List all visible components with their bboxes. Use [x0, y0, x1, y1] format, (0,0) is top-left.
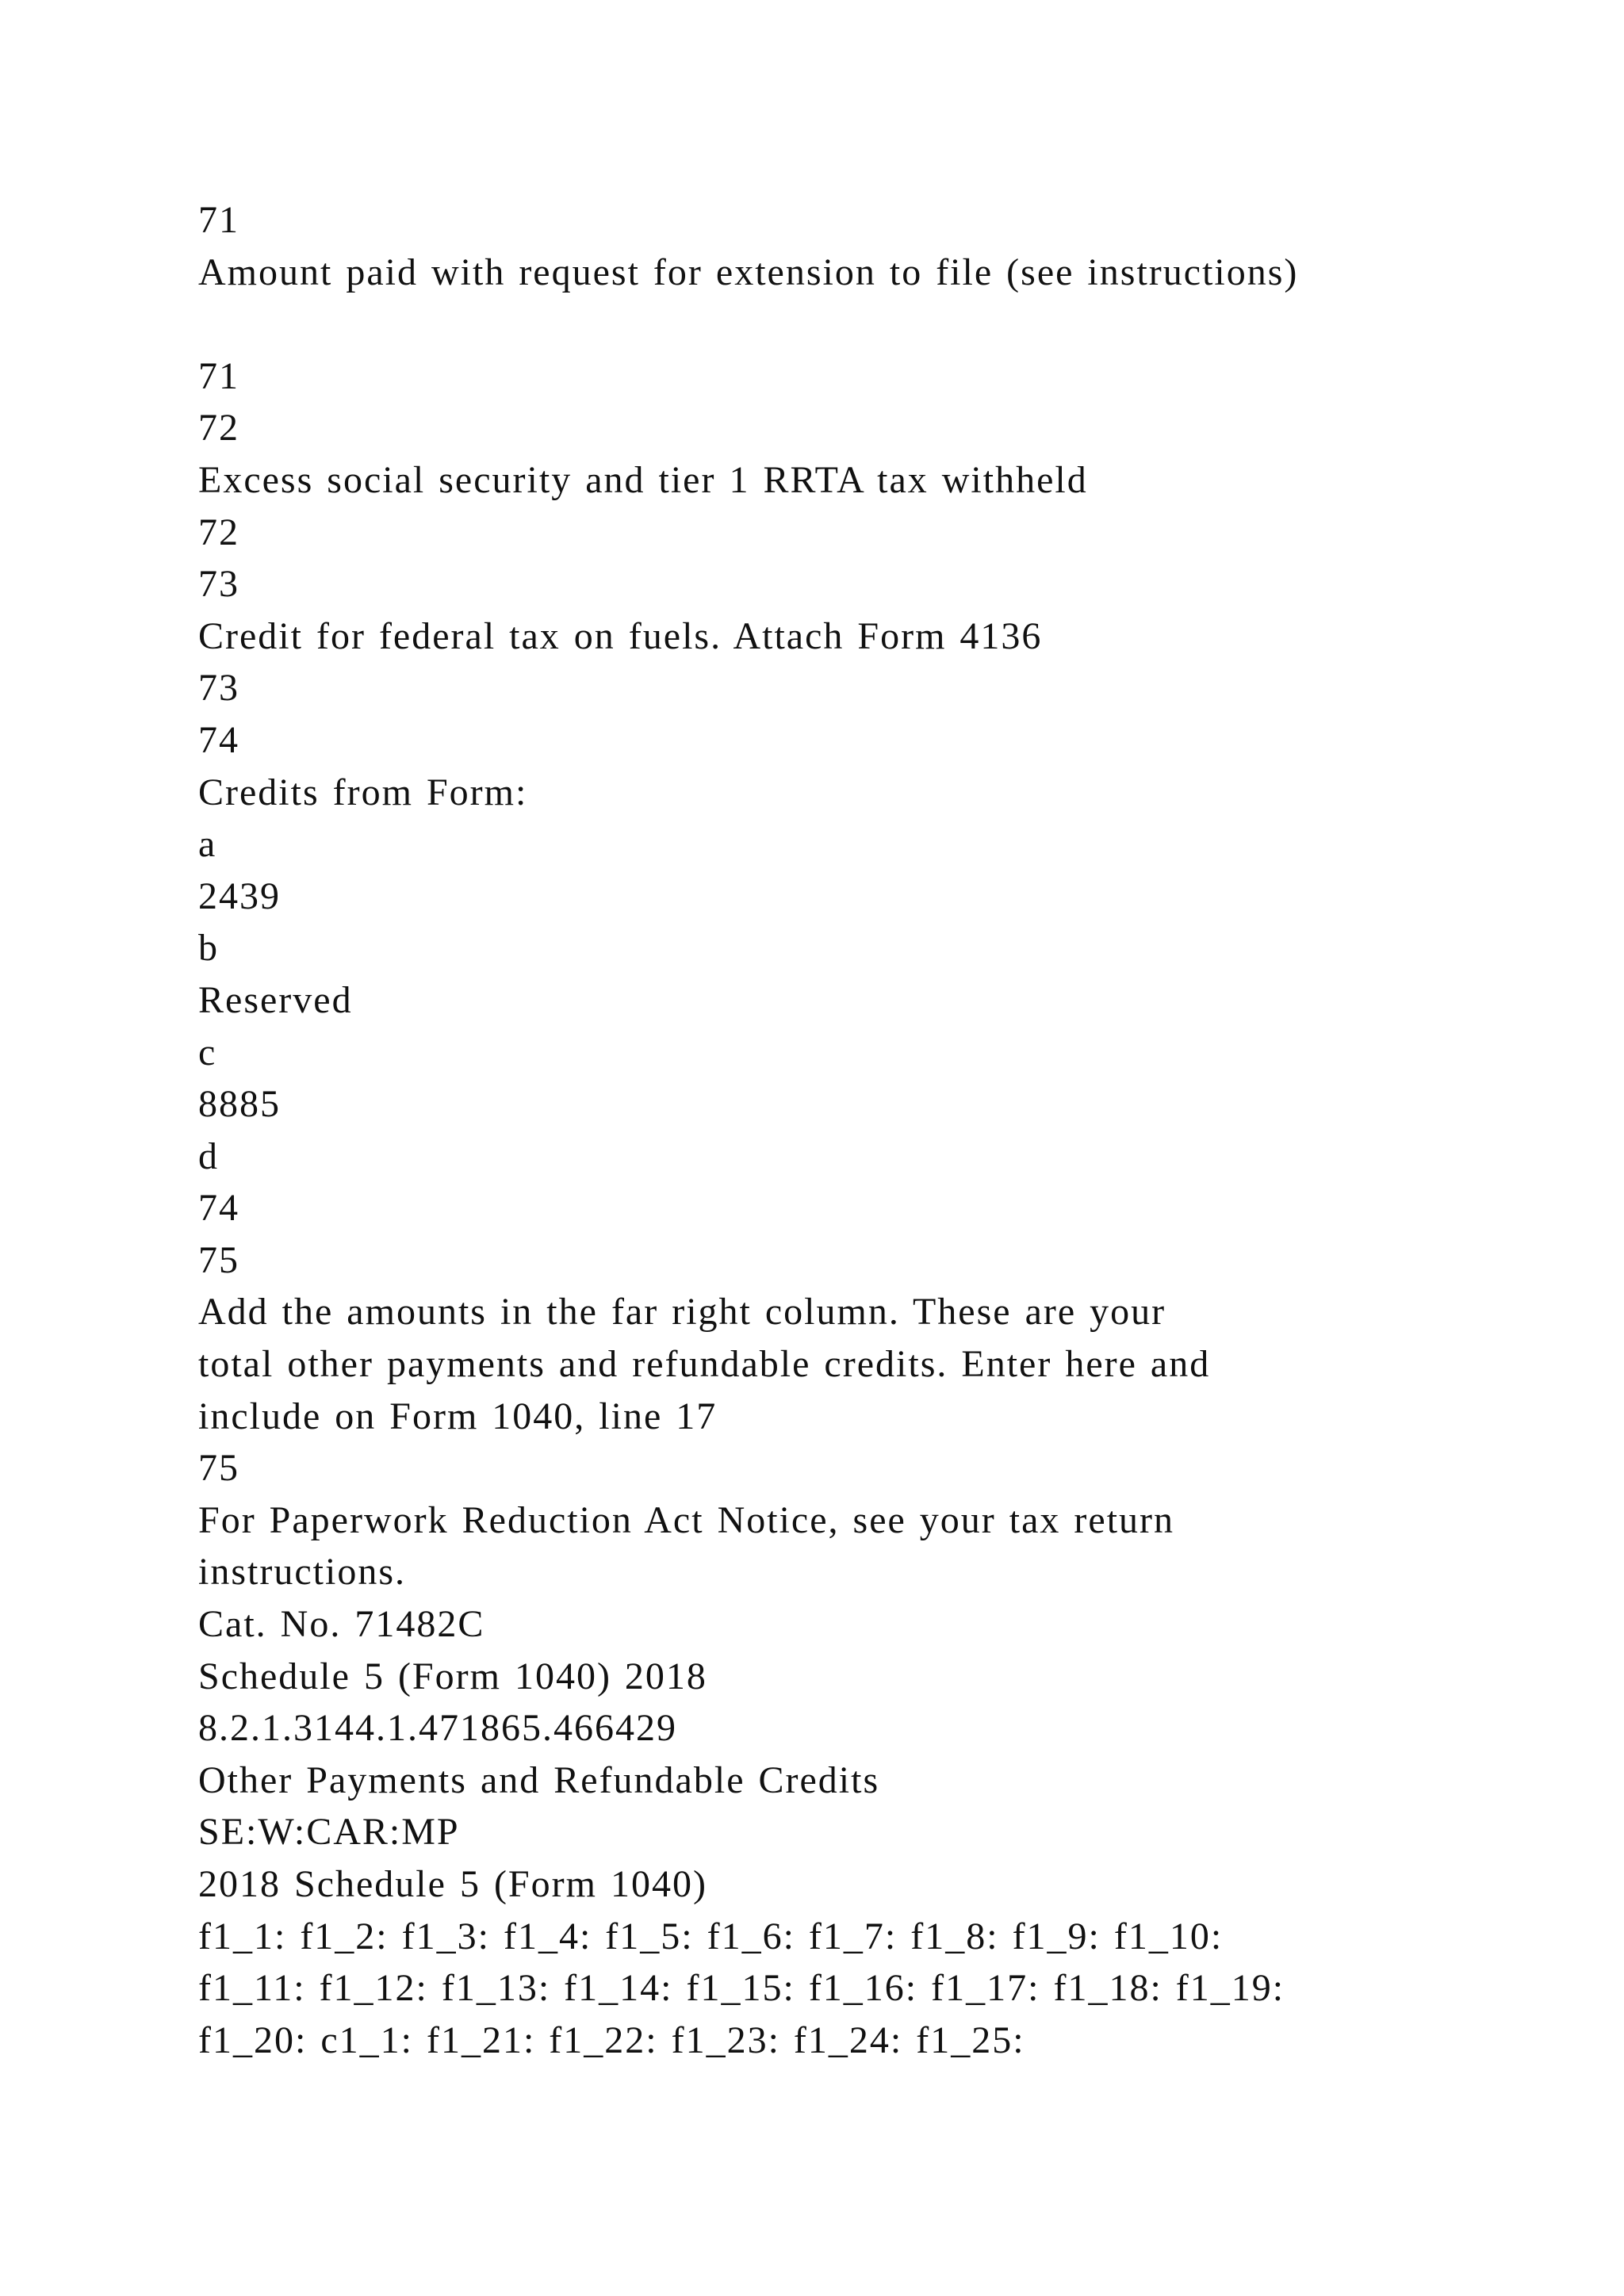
- document-text: [198, 194, 1483, 2066]
- line-75-description-3: include on Form 1040, line 17: [198, 1395, 718, 1437]
- schedule-heading: Other Payments and Refundable Credits: [198, 1758, 880, 1801]
- line-number-74: 74: [198, 718, 239, 761]
- line-74-description: Credits from Form:: [198, 771, 528, 813]
- schedule-year-title: 2018 Schedule 5 (Form 1040): [198, 1863, 707, 1905]
- line-71-description: Amount paid with request for extension to file (see instructions): [198, 251, 1299, 293]
- catalog-number: Cat. No. 71482C: [198, 1603, 485, 1646]
- field-ids-3: f1_20: c1_1: f1_21: f1_22: f1_23: f1_24: f1_25:: [198, 2019, 1025, 2061]
- blank-line: [198, 298, 1483, 350]
- line-73-box-label: 73: [198, 667, 239, 710]
- line-74-form-2439: 2439: [198, 874, 281, 917]
- line-74-option-d: d: [198, 1135, 219, 1177]
- line-74-form-8885: 8885: [198, 1083, 281, 1126]
- line-number-73: 73: [198, 563, 239, 606]
- line-75-box-label: 75: [198, 1447, 239, 1490]
- line-number-75: 75: [198, 1238, 239, 1281]
- line-74-reserved: Reserved: [198, 978, 353, 1021]
- paperwork-notice-2: instructions.: [198, 1551, 406, 1594]
- field-ids-1: f1_1: f1_2: f1_3: f1_4: f1_5: f1_6: f1_7: f1_8: f1_9: f1_10:: [198, 1915, 1224, 1957]
- line-75-description-2: total other payments and refundable credits. Enter here and: [198, 1343, 1211, 1386]
- routing-code: SE:W:CAR:MP: [198, 1811, 460, 1854]
- schedule-footer-title: Schedule 5 (Form 1040) 2018: [198, 1655, 707, 1697]
- field-ids-2: f1_11: f1_12: f1_13: f1_14: f1_15: f1_16: f1_17: f1_18: f1_19:: [198, 1967, 1285, 2010]
- line-number-72: 72: [198, 407, 239, 450]
- line-74-option-c: c: [198, 1031, 217, 1073]
- line-75-description-1: Add the amounts in the far right column. These are your: [198, 1291, 1166, 1334]
- document-id: 8.2.1.3144.1.471865.466429: [198, 1707, 677, 1750]
- paperwork-notice-1: For Paperwork Reduction Act Notice, see your tax return: [198, 1498, 1175, 1541]
- line-72-box-label: 72: [198, 511, 239, 553]
- line-74-box-label: 74: [198, 1187, 239, 1230]
- line-number-71: 71: [198, 199, 239, 241]
- line-74-option-a: a: [198, 823, 217, 866]
- line-73-description: Credit for federal tax on fuels. Attach Form 4136: [198, 614, 1043, 657]
- line-72-description: Excess social security and tier 1 RRTA tax withheld: [198, 458, 1088, 501]
- line-71-box-label: 71: [198, 354, 239, 397]
- line-74-option-b: b: [198, 927, 219, 970]
